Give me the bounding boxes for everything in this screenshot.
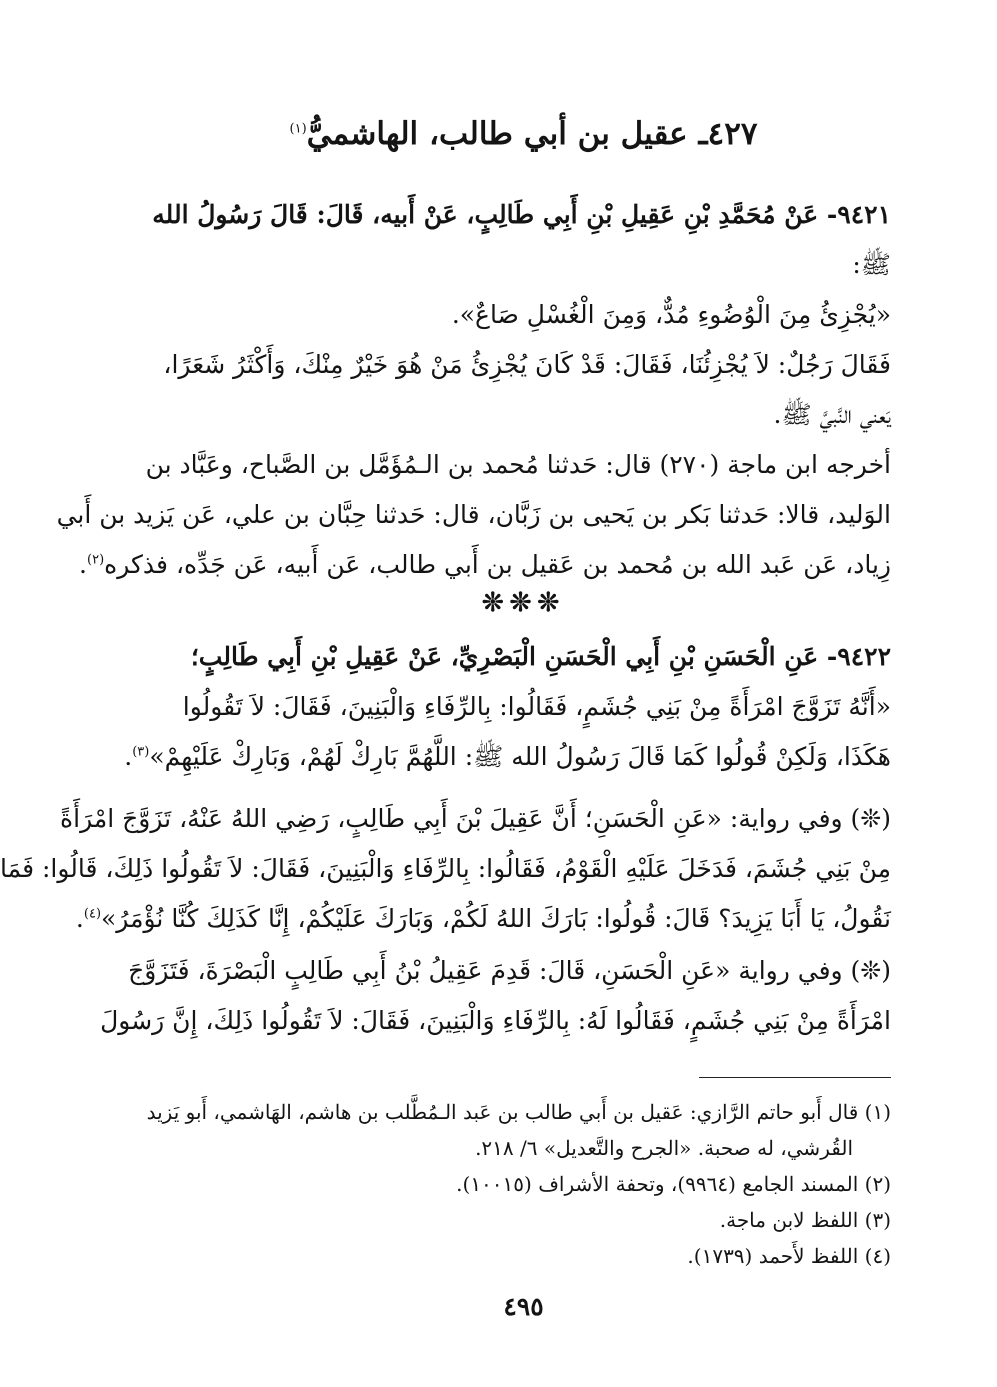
riwaya-2 [100,946,891,1046]
takhrij-line-3 [79,540,891,590]
riwaya-1-line-3-end: . [75,904,84,933]
footnote-4: (٤) اللفظ لأَحمد (١٧٣٩). [687,1244,891,1268]
section-separator: ❊❊❊ [481,588,566,618]
footnote-ref-2: (٢) [87,552,105,568]
page-number: ٤٩٥ [503,1292,544,1321]
footnotes [146,1094,891,1274]
hadith-9421-line-4: فَقَالَ رَجُلٌ: لاَ يُجْزِئُنَا، فَقَالَ: قَدْ كَانَ يُجْزِئُ مَنْ هُوَ خَيْرٌ مِنْكَ، وَأَكْثَرُ شَعَرًا، [163,350,891,379]
footnote-1-line-2: القُرشي، له صحبة. «الجرح والتَّعديل» ٦/ ٢١٨. [475,1136,853,1160]
riwaya-1-line-3-text: نَقُولُ، يَا أَبَا يَزِيدَ؟ قَالَ: قُولُوا: بَارَكَ اللهُ لَكُمْ، وَبَارَكَ عَلَيْكُمْ، إِنَّا كَذَلِكَ كُنَّا نُؤْمَرُ» [101,904,891,933]
riwaya-1 [0,794,891,944]
riwaya-1-line-1: (❊) وفي رواية: «عَنِ الْحَسَنِ؛ أَنَّ عَقِيلَ بْنَ أَبِي طَالِبٍ، رَضِي اللهُ عَنْهُ، تَزَوَّجَ امْرَأَةً [60,804,891,833]
chapter-title-text: ٤٢٧ـ عقيل بن أبي طالب، الهاشميُّ [306,116,758,152]
takhrij-line-3-end: . [79,550,87,579]
hadith-9421 [154,190,891,440]
hadith-9421-line-2: ﷺ: [852,250,891,279]
takhrij-line-1: أخرجه ابن ماجة (٢٧٠) قال: حَدثنا مُحمد بن الـمُؤَمَّل بن الصَّباح، وعَبَّاد بن [145,450,891,479]
hadith-9422-line-2: «أَنَّهُ تَزَوَّجَ امْرَأَةً مِنْ بَنِي جُشَمٍ، فَقَالُوا: بِالرِّفَاءِ وَالْبَنِينَ، فَقَالَ: لاَ تَقُولُوا [182,692,891,721]
takhrij-line-3-text: زِياد، عَن عَبد الله بن مُحمد بن عَقيل بن أَبي طالب، عَن أَبيه، عَن جَدِّه، فذكره [104,550,891,579]
takhrij-9421 [56,440,891,590]
riwaya-1-line-3 [75,894,891,944]
hadith-9421-line-1: ٩٤٢١- عَنْ مُحَمَّدِ بْنِ عَقِيلِ بْنِ أَبِي طَالِبٍ، عَنْ أَبيه، قَالَ: قَالَ رَسُولُ الله [152,200,891,229]
footnote-ref-3: (٣) [132,744,150,760]
hadith-9422-line-1: ٩٤٢٢- عَنِ الْحَسَنِ بْنِ أَبِي الْحَسَنِ الْبَصْرِيِّ، عَنْ عَقِيلِ بْنِ أَبِي طَالِبٍ؛ [190,642,891,671]
riwaya-1-line-2: مِنْ بَنِي جُشَمَ، فَدَخَلَ عَلَيْهِ الْقَوْمُ، فَقَالُوا: بِالرِّفَاءِ وَالْبَنِينَ، فَقَالَ: لاَ تَقُولُوا ذَلِكَ، قَالُوا: فَمَا [0,854,891,883]
footnote-divider [699,1077,891,1078]
hadith-9422-line-3-text: هَكَذَا، وَلَكِنْ قُولُوا كَمَا قَالَ رَسُولُ الله ﷺ: اللَّهُمَّ بَارِكْ لَهُمْ، وَبَارِكْ عَلَيْهِمْ» [149,742,891,771]
riwaya-2-line-1: (❊) وفي رواية «عَنِ الْحَسَنِ، قَالَ: قَدِمَ عَقِيلُ بْنُ أَبِي طَالِبٍ الْبَصْرَةَ، فَتَزَوَّجَ [128,956,891,985]
hadith-9422 [124,632,891,782]
footnote-2: (٢) المسند الجامع (٩٩٦٤)، وتحفة الأشراف (١٠٠١٥). [456,1172,891,1196]
hadith-9421-line-5: يَعني النَّبيَّ ﷺ. [773,400,891,429]
footnote-ref-4: (٤) [83,906,102,922]
takhrij-line-2: الوَليد، قالا: حَدثنا بَكر بن يَحيى بن زَبَّان، قال: حَدثنا حِبَّان بن علي، عَن يَزيد بن أَبي [56,500,891,529]
riwaya-2-line-2: امْرَأَةً مِنْ بَنِي جُشَمٍ، فَقَالُوا لَهُ: بِالرِّفَاءِ وَالْبَنِينَ، فَقَالَ: لاَ تَقُولُوا ذَلِكَ، إِنَّ رَسُولَ [100,1006,891,1035]
hadith-9422-line-3-end: . [124,742,133,771]
hadith-9421-line-3: «يُجْزِئُ مِنَ الْوُضُوءِ مُدٌّ، وَمِنَ الْغُسْلِ صَاعٌ». [451,300,891,329]
footnote-1-line-1: (١) قال أَبو حاتم الرَّازي: عَقيل بن أَبي طالب بن عَبد الـمُطَّلب بن هاشم، الهَاشمي، أَبو يَزيد [146,1100,891,1124]
title-footnote-ref: (١) [289,121,307,137]
footnote-3: (٣) اللفظ لابن ماجة. [719,1208,891,1232]
hadith-9422-line-3 [124,732,891,782]
chapter-title [150,112,897,156]
